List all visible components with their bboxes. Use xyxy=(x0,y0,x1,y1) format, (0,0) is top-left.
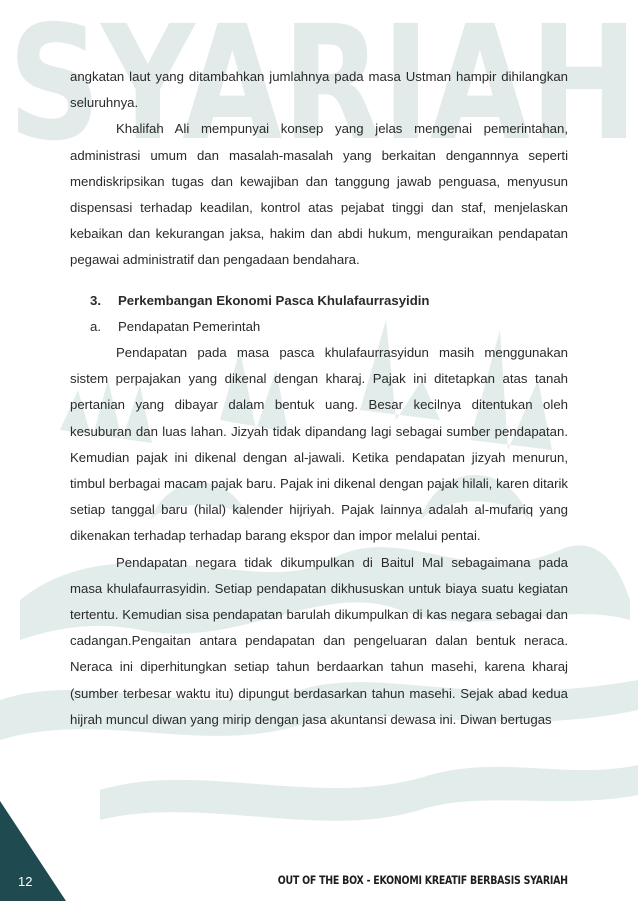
paragraph-2: Khalifah Ali mempunyai konsep yang jelas mengenai pemerintahan, administrasi umum dan masalah-masalah yang berkaitan dengannnya seperti mendiskripsikan tugas dan kewajiban dan tanggung jawab penguasa, menyusun dispensasi terhadap keadilan, kontrol atas pejabat tinggi dan staf, menjelaskan kebaikan dan kekurangan jaksa, hakim dan abdi hukum, menguraikan pendapatan pegawai administratif dan pengadaan bendahara. xyxy=(70,121,568,268)
section-title: Perkembangan Ekonomi Pasca Khulafaurrasyidin xyxy=(118,292,430,308)
page-number: 12 xyxy=(18,874,33,889)
subsection-letter: a. xyxy=(90,318,101,334)
subsection-title: Pendapatan Pemerintah xyxy=(118,318,261,334)
paragraph-4: Pendapatan negara tidak dikumpulkan di Baitul Mal sebagaimana pada masa khulafaurrasyidin. Setiap pendapatan dikhususkan untuk biaya suatu kegiatan tertentu. Kemudian sisa pendapatan barulah dikumpulkan di kas negara sebagai dan cadangan.Pengaitan antara pendapatan dan pengeluaran dalan bentuk neraca. Neraca ini diperhitungkan setiap tahun berdaarkan tahun masehi, karena kharaj (sumber terbesar waktu itu) dipungut berdasarkan tahun masehi. Sejak abad kedua hijrah muncul diwan yang mirip dengan jasa akuntansi dewasa ini. Diwan bertugas xyxy=(70,554,568,727)
paragraph-3: Pendapatan pada masa pasca khulafaurrasyidun masih menggunakan sistem perpajakan yang dikenal dengan kharaj. Pajak ini ditetapkan atas tanah pertanian yang dibayar dalam bentuk uang. Besar kecilnya ditentukan oleh kesuburan dan luas lahan. Jizyah tidak dipandang lagi sebagai sumber pendapatan. Kemudian pajak ini dikenal dengan al-jawali. Ketika pendapatan jizyah menurun, timbul berbagai macam pajak baru. Pajak ini dikenal dengan pajak hilali, karen ditarik setiap tanggal baru (hilal) kalender hijriyah. Pajak lainnya adalah al-mufariq yang dikenakan terhadap terhadap barang ekspor dan impor melalui pentai. xyxy=(70,345,568,544)
watermark-word-text: SYARIAH xyxy=(8,10,638,160)
section-number: 3. xyxy=(90,292,101,308)
corner-triangle-decoration xyxy=(0,801,66,901)
running-footer-title: OUT OF THE BOX - EKONOMI KREATIF BERBASIS SYARIAH xyxy=(277,873,568,887)
subsection-heading xyxy=(70,314,568,340)
paragraph-1: angkatan laut yang ditambahkan jumlahnya pada masa Ustman hampir dihilangkan seluruhnya. xyxy=(70,69,568,111)
body-text xyxy=(70,64,568,733)
section-heading xyxy=(70,288,568,314)
